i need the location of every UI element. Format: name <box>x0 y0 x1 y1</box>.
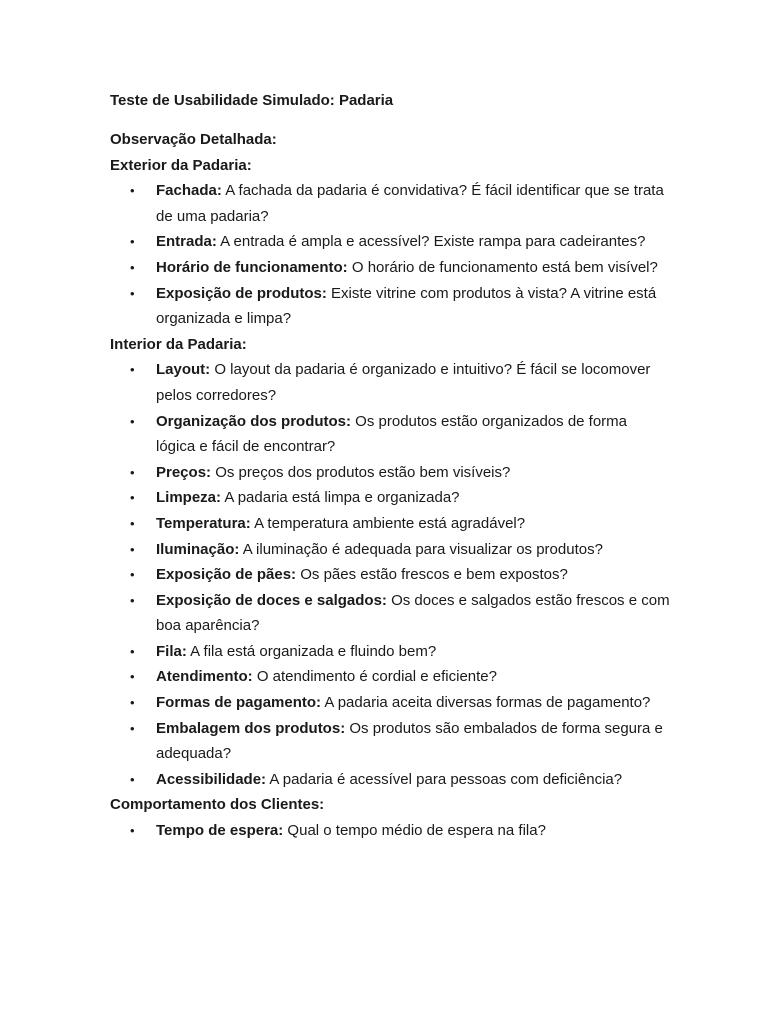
item-text: Os doces e salgados estão frescos e com boa aparência? <box>156 591 670 635</box>
section-list <box>110 818 670 844</box>
item-text: O layout da padaria é organizado e intuitivo? É fácil se locomover pelos corredores? <box>156 361 651 404</box>
item-text: Os preços dos produtos estão bem visíveis? <box>211 463 511 481</box>
bullet-icon: • <box>130 515 135 531</box>
bullet-icon: • <box>130 183 135 199</box>
list-item <box>110 460 670 486</box>
sections-container <box>110 153 670 844</box>
item-label: Horário de funcionamento: <box>156 258 348 276</box>
item-text: A temperatura ambiente está agradável? <box>250 514 526 532</box>
item-label: Fachada: <box>156 182 222 200</box>
list-item <box>110 818 670 844</box>
section-heading-exterior-da-padaria: Exterior da Padaria: <box>110 156 252 174</box>
item-text: A fila está organizada e fluindo bem? <box>186 642 437 660</box>
item-label: Layout: <box>156 361 211 379</box>
item-label: Embalagem dos produtos: <box>156 719 346 737</box>
bullet-icon: • <box>130 541 135 557</box>
item-label: Tempo de espera: <box>156 822 284 840</box>
bullet-icon: • <box>130 669 135 685</box>
bullet-icon: • <box>130 643 135 659</box>
item-text: A padaria está limpa e organizada? <box>221 489 460 507</box>
item-label: Iluminação: <box>156 540 240 558</box>
bullet-icon: • <box>130 285 135 301</box>
item-text: A iluminação é adequada para visualizar os produtos? <box>239 540 603 558</box>
section-list <box>110 178 670 332</box>
item-text: Qual o tempo médio de espera na fila? <box>283 822 546 840</box>
item-label: Preços: <box>156 463 212 481</box>
list-item <box>110 511 670 537</box>
item-label: Fila: <box>156 642 187 660</box>
item-text: Os pães estão frescos e bem expostos? <box>296 566 568 584</box>
section-heading-comportamento-dos-clientes: Comportamento dos Clientes: <box>110 796 325 814</box>
item-label: Limpeza: <box>156 489 222 507</box>
list-item <box>110 281 670 332</box>
bullet-icon: • <box>130 464 135 480</box>
item-label: Formas de pagamento: <box>156 694 322 712</box>
list-item <box>110 178 670 229</box>
item-label: Temperatura: <box>156 514 251 532</box>
item-text: O horário de funcionamento está bem visível? <box>347 258 658 276</box>
item-text: A entrada é ampla e acessível? Existe rampa para cadeirantes? <box>216 233 646 251</box>
section-list <box>110 357 670 792</box>
item-text: A padaria aceita diversas formas de pagamento? <box>321 694 651 712</box>
item-text: O atendimento é cordial e eficiente? <box>252 668 497 686</box>
list-item <box>110 588 670 639</box>
bullet-icon: • <box>130 362 135 378</box>
item-label: Exposição de doces e salgados: <box>156 591 387 609</box>
bullet-icon: • <box>130 413 135 429</box>
list-item <box>110 485 670 511</box>
section-heading-interior-da-padaria: Interior da Padaria: <box>110 335 247 353</box>
bullet-icon: • <box>130 771 135 787</box>
list-item <box>110 537 670 563</box>
list-item <box>110 664 670 690</box>
list-item <box>110 229 670 255</box>
list-item <box>110 357 670 408</box>
document-page <box>110 88 670 844</box>
item-text: A fachada da padaria é convidativa? É fácil identificar que se trata de uma padaria? <box>156 182 664 225</box>
title-spacer <box>110 113 670 127</box>
list-item <box>110 690 670 716</box>
item-label: Atendimento: <box>156 668 253 686</box>
observation-heading: Observação Detalhada: <box>110 131 277 148</box>
bullet-icon: • <box>130 592 135 608</box>
item-text: Os produtos são embalados de forma segura e adequada? <box>156 719 663 763</box>
item-text: Os produtos estão organizados de forma lógica e fácil de encontrar? <box>156 412 628 456</box>
item-label: Organização dos produtos: <box>156 412 352 430</box>
item-text: A padaria é acessível para pessoas com deficiência? <box>266 770 623 788</box>
list-item <box>110 409 670 460</box>
bullet-icon: • <box>130 695 135 711</box>
list-item <box>110 562 670 588</box>
bullet-icon: • <box>130 720 135 736</box>
list-item <box>110 767 670 793</box>
bullet-icon: • <box>130 234 135 250</box>
bullet-icon: • <box>130 259 135 275</box>
item-label: Exposição de produtos: <box>156 284 327 302</box>
bullet-icon: • <box>130 823 135 839</box>
bullet-icon: • <box>130 490 135 506</box>
list-item <box>110 639 670 665</box>
page-title: Teste de Usabilidade Simulado: Padaria <box>110 92 394 109</box>
item-text: Existe vitrine com produtos à vista? A vitrine está organizada e limpa? <box>156 284 657 328</box>
item-label: Entrada: <box>156 233 217 251</box>
item-label: Exposição de pães: <box>156 566 297 584</box>
list-item <box>110 255 670 281</box>
list-item <box>110 716 670 767</box>
bullet-icon: • <box>130 567 135 583</box>
item-label: Acessibilidade: <box>156 770 267 788</box>
